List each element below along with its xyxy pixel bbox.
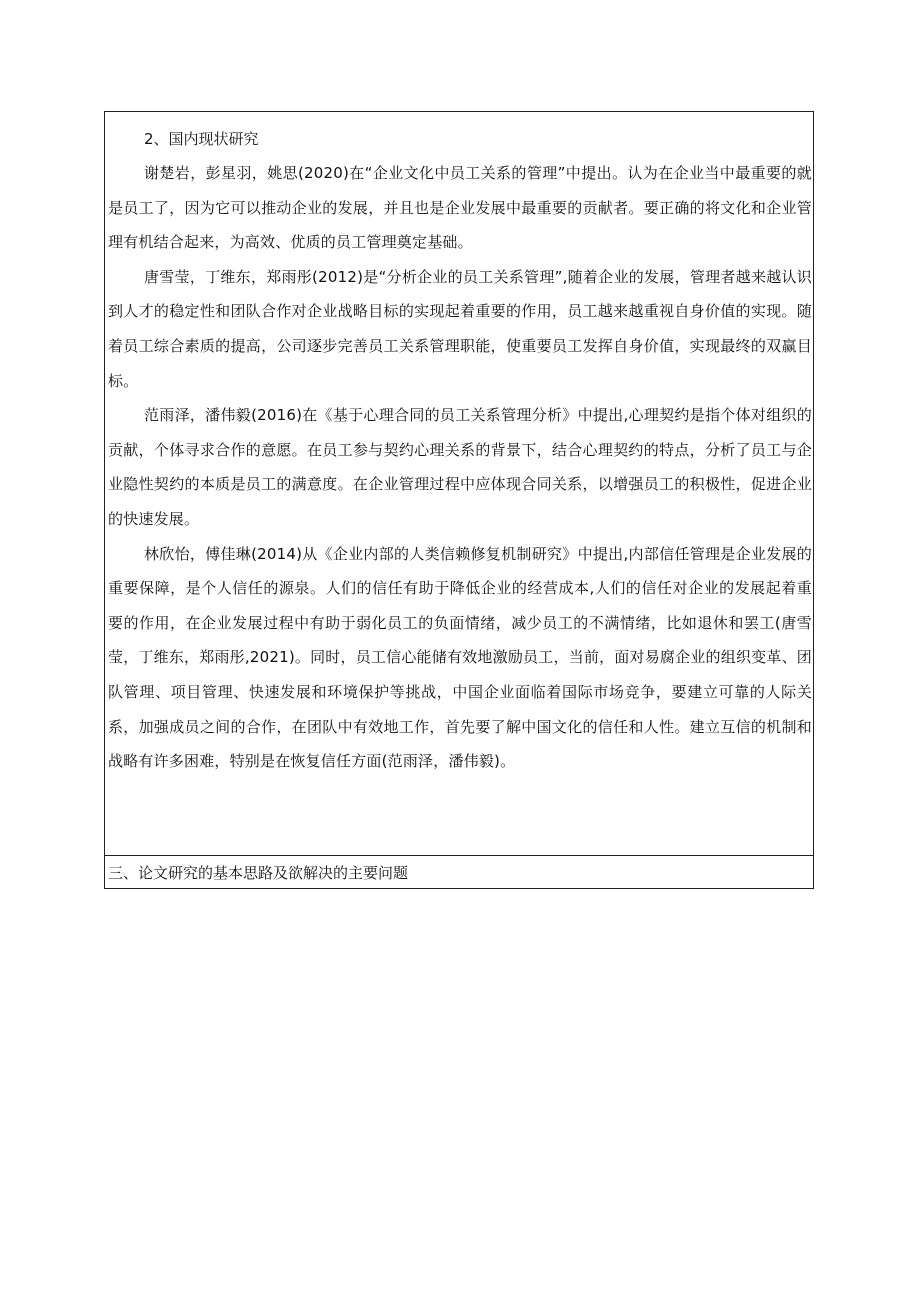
- subsection-heading: 2、国内现状研究: [144, 130, 259, 148]
- paragraph-xie: 谢楚岩，彭星羽，姚思(2020)在“企业文化中员工关系的管理”中提出。认为在企业当中最重要的就是员工了，因为它可以推动企业的发展，并且也是企业发展中最重要的贡献者。要正确的将文化和企业管理有机结合起来，为高效、优质的员工管理奠定基础。: [108, 164, 812, 252]
- paragraph-tang: 唐雪莹，丁维东，郑雨彤(2012)是“分析企业的员工关系管理”,随着企业的发展，管理者越来越认识到人才的稳定性和团队合作对企业战略目标的实现起着重要的作用，员工越来越重视自身价值的实现。随着员工综合素质的提高，公司逐步完善员工关系管理职能，使重要员工发挥自身价值，实现最终的双赢目标。: [108, 267, 812, 390]
- section-title: 三、论文研究的基本思路及欲解决的主要问题: [108, 864, 409, 882]
- paragraph-lin: 林欣怡，傅佳琳(2014)从《企业内部的人类信赖修复机制研究》中提出,内部信任管理是企业发展的重要保障，是个人信任的源泉。人们的信任有助于降低企业的经营成本,人们的信任对企业的发展起着重要的作用，在企业发展过程中有助于弱化员工的负面情绪，减少员工的不满情绪，比如退休和罢工(唐雪莹，丁维东，郑雨彤,2021)。同时，员工信心能储有效地激励员工，当前，面对易腐企业的组织变革、团队管理、项目管理、快速发展和环境保护等挑战，中国企业面临着国际市场竞争，要建立可靠的人际关系，加强成员之间的合作，在团队中有效地工作，首先要了解中国文化的信任和人性。建立互信的机制和战略有许多困难，特别是在恢复信任方面(范雨泽，潘伟毅)。: [108, 544, 812, 771]
- table-cell-body: [108, 122, 812, 779]
- paragraph-fan: 范雨泽，潘伟毅(2016)在《基于心理合同的员工关系管理分析》中提出,心理契约是指个体对组织的贡献，个体寻求合作的意愿。在员工参与契约心理关系的背景下，结合心理契约的特点，分析了员工与企业隐性契约的本质是员工的满意度。在企业管理过程中应体现合同关系，以增强员工的积极性，促进企业的快速发展。: [108, 406, 812, 528]
- table-row-divider: [104, 855, 814, 856]
